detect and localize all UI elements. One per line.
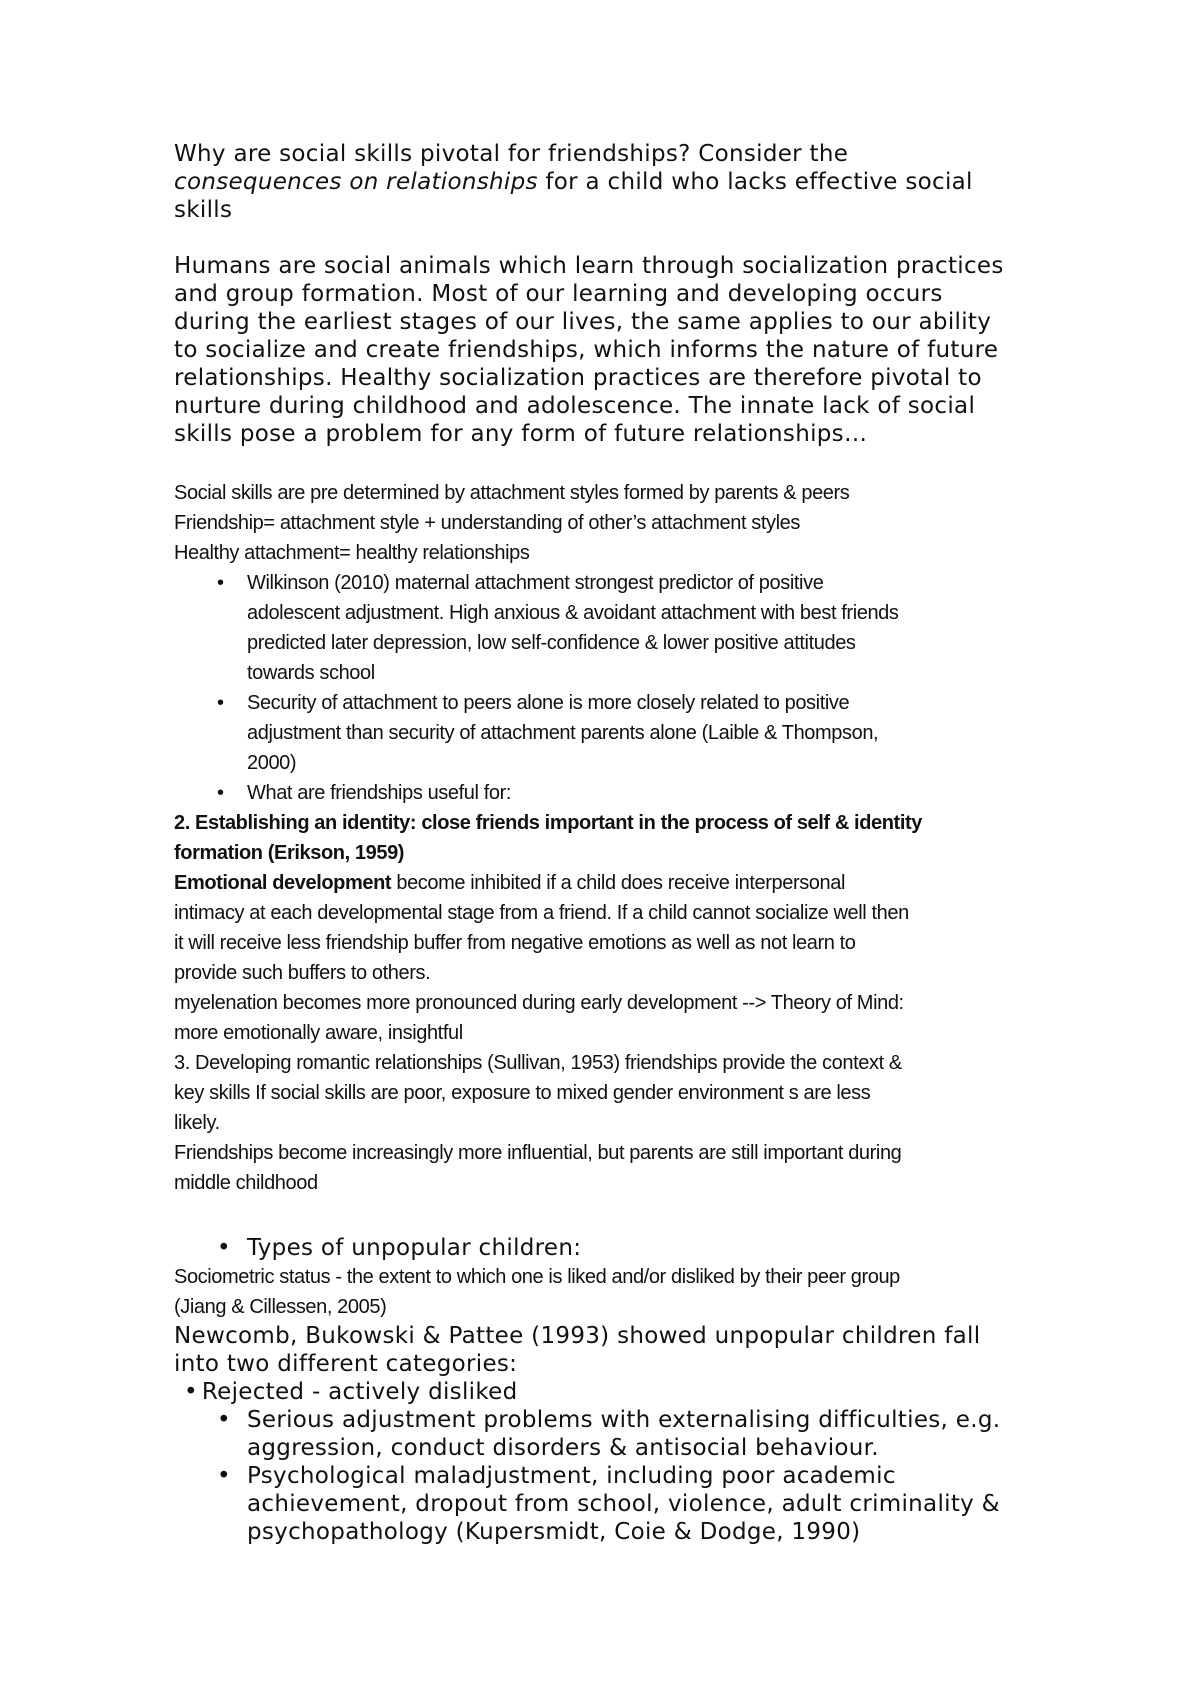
romantic-line: key skills If social skills are poor, exposure to mixed gender environment s are less [174, 1082, 871, 1104]
myelenation-line: myelenation becomes more pronounced during early development --> Theory of Mind: [174, 992, 904, 1014]
list-item [174, 1406, 1074, 1462]
list-item-line: What are friendships useful for: [247, 782, 511, 804]
list-item-line: towards school [247, 662, 375, 684]
bullet-icon: • [217, 1235, 231, 1261]
list-item-line: Security of attachment to peers alone is more closely related to positive [247, 692, 850, 714]
newcomb-line: into two different categories: [174, 1351, 518, 1377]
rejected-sub-list [174, 1406, 1074, 1546]
identity-line: 2. Establishing an identity: close friends important in the process of self & identity [174, 812, 922, 834]
question-line-3: skills [174, 197, 233, 223]
answer-line: to socialize and create friendships, which informs the nature of future [174, 337, 999, 363]
answer-line: and group formation. Most of our learning and developing occurs [174, 281, 943, 307]
sociometric-line: Sociometric status - the extent to which one is liked and/or disliked by their peer group [174, 1266, 900, 1288]
emotional-line-rest: become inhibited if a child does receive interpersonal [391, 872, 846, 894]
answer-line: relationships. Healthy socialization practices are therefore pivotal to [174, 365, 982, 391]
emotional-line: intimacy at each developmental stage from a friend. If a child cannot socialize well then [174, 902, 909, 924]
question-emphasis: consequences on relationships [174, 169, 538, 195]
rejected-label: Rejected - actively disliked [201, 1379, 518, 1405]
list-item [174, 688, 1074, 778]
unpopular-section [174, 1234, 1074, 1546]
unpopular-heading: Types of unpopular children: [247, 1235, 582, 1261]
list-item-line: Psychological maladjustment, including poor academic [247, 1463, 896, 1489]
emotional-line: provide such buffers to others. [174, 962, 431, 984]
romantic-line: 3. Developing romantic relationships (Sullivan, 1953) friendships provide the context & [174, 1052, 902, 1074]
emotional-development-term: Emotional development [174, 872, 392, 894]
question-line-1: Why are social skills pivotal for friendships? Consider the [174, 141, 849, 167]
note-line: Friendship= attachment style + understanding of other’s attachment styles [174, 512, 800, 534]
emotional-line: it will receive less friendship buffer from negative emotions as well as not learn to [174, 932, 856, 954]
list-item [174, 568, 1074, 688]
bullet-icon: • [217, 1407, 231, 1433]
list-item-line: 2000) [247, 752, 297, 774]
list-item-line: Serious adjustment problems with externalising difficulties, e.g. [247, 1407, 1001, 1433]
question-line-2-rest: for a child who lacks effective social [537, 169, 973, 195]
answer-line: Humans are social animals which learn through socialization practices [174, 253, 1004, 279]
attachment-bullet-list [174, 568, 1074, 808]
answer-line: skills pose a problem for any form of future relationships… [174, 421, 868, 447]
bullet-icon: • [217, 782, 224, 804]
answer-line: nurture during childhood and adolescence. The innate lack of social [174, 393, 976, 419]
identity-heading [174, 808, 1074, 868]
question-block [174, 140, 1074, 224]
list-item-line: achievement, dropout from school, violence, adult criminality & [247, 1491, 1000, 1517]
myelenation-paragraph [174, 988, 1074, 1048]
sociometric-paragraph [174, 1262, 1074, 1322]
notes-section [174, 478, 1074, 1198]
question-line-2 [174, 168, 1074, 196]
influential-line: middle childhood [174, 1172, 318, 1194]
romantic-line: likely. [174, 1112, 220, 1134]
newcomb-line: Newcomb, Bukowski & Pattee (1993) showed unpopular children fall [174, 1323, 981, 1349]
myelenation-line: more emotionally aware, insightful [174, 1022, 463, 1044]
list-item-line: Wilkinson (2010) maternal attachment strongest predictor of positive [247, 572, 824, 594]
list-item [174, 1234, 1074, 1262]
list-item-line: adjustment than security of attachment parents alone (Laible & Thompson, [247, 722, 879, 744]
answer-line: during the earliest stages of our lives, the same applies to our ability [174, 309, 992, 335]
list-item-line: adolescent adjustment. High anxious & avoidant attachment with best friends [247, 602, 899, 624]
list-item-line: psychopathology (Kupersmidt, Coie & Dodge, 1990) [247, 1519, 861, 1545]
influential-line: Friendships become increasingly more influential, but parents are still important during [174, 1142, 902, 1164]
list-item-line: predicted later depression, low self-confidence & lower positive attitudes [247, 632, 856, 654]
list-item-line: aggression, conduct disorders & antisocial behaviour. [247, 1435, 879, 1461]
list-item [174, 1462, 1074, 1546]
note-line: Healthy attachment= healthy relationships [174, 542, 530, 564]
emotional-line [174, 868, 1074, 898]
answer-paragraph [174, 252, 1074, 448]
bullet-icon: • [184, 1379, 198, 1405]
note-line: Social skills are pre determined by attachment styles formed by parents & peers [174, 482, 850, 504]
bullet-icon: • [217, 1463, 231, 1489]
newcomb-paragraph [174, 1322, 1074, 1406]
sociometric-line: (Jiang & Cillessen, 2005) [174, 1296, 387, 1318]
list-item [174, 778, 1074, 808]
influential-paragraph [174, 1138, 1074, 1198]
bullet-icon: • [217, 692, 224, 714]
romantic-paragraph [174, 1048, 1074, 1138]
unpopular-heading-list [174, 1234, 1074, 1262]
rejected-item [174, 1378, 1074, 1406]
document-body [174, 140, 1074, 1546]
bullet-icon: • [217, 572, 224, 594]
identity-line: formation (Erikson, 1959) [174, 842, 405, 864]
emotional-development-paragraph [174, 868, 1074, 988]
